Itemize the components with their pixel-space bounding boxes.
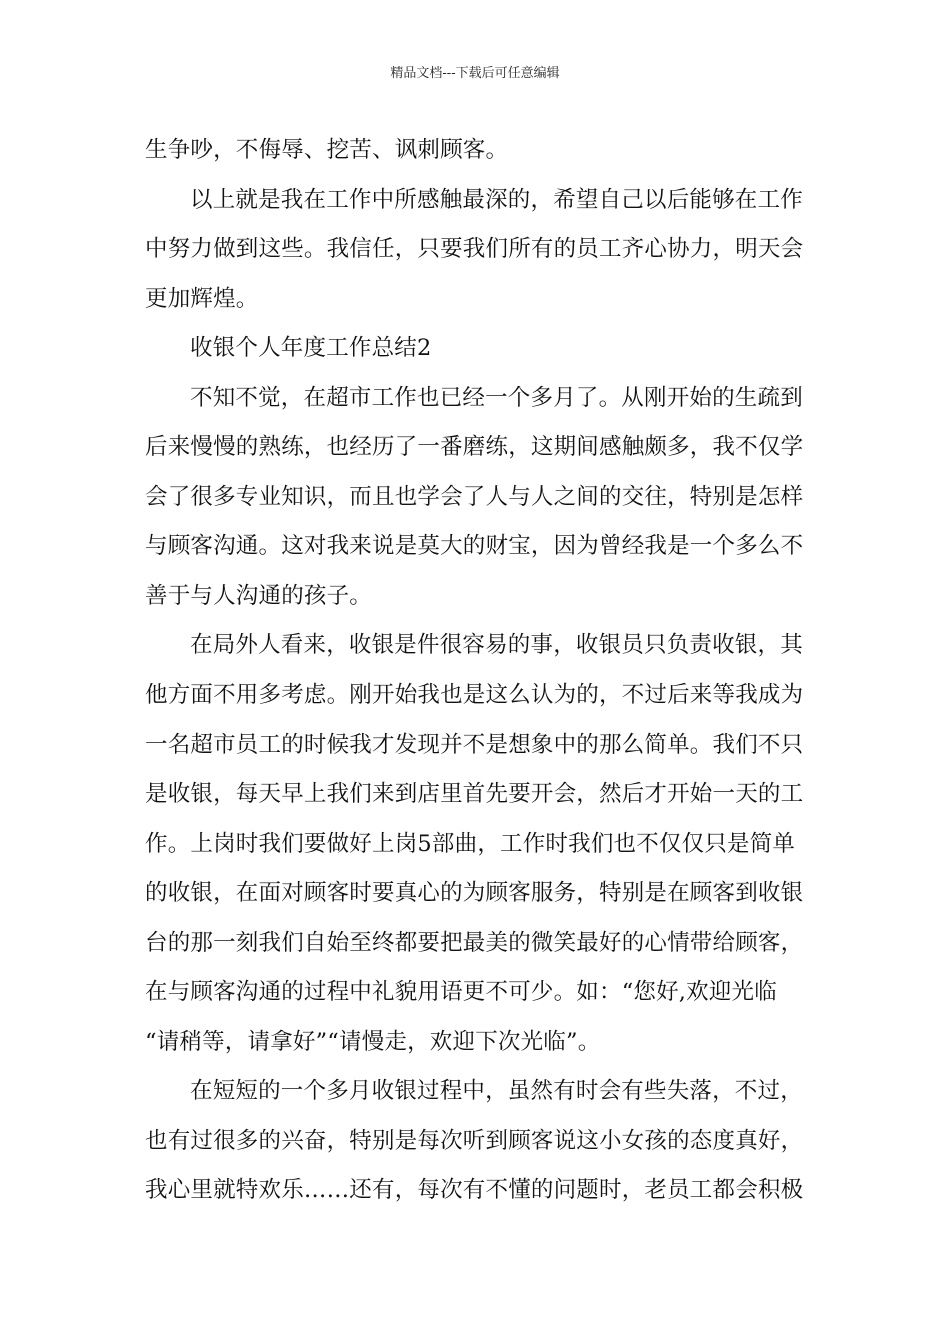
- page-header: 精品文档---下载后可任意编辑: [390, 66, 560, 81]
- text-line: 以上就是我在工作中所感触最深的，希望自己以后能够在工作: [190, 186, 803, 213]
- text-line: 生争吵，不侮辱、挖苦、讽刺顾客。: [145, 137, 509, 163]
- text-line: 在短短的一个多月收银过程中，虽然有时会有些失落，不过，: [190, 1078, 803, 1105]
- text-line: 台的那一刻我们自始至终都要把最美的微笑最好的心情带给顾客，: [145, 929, 804, 956]
- text-line: 更加辉煌。: [145, 285, 259, 312]
- text-line: 收银个人年度工作总结2: [190, 335, 432, 362]
- text-line: “请稍等，请拿好”“请慢走，欢迎下次光临”。: [145, 1028, 601, 1055]
- text-line: 在与顾客沟通的过程中礼貌用语更不可少。如：“您好,欢迎光临: [145, 979, 777, 1006]
- text-line: 也有过很多的兴奋，特别是每次听到顾客说这小女孩的态度真好，: [145, 1127, 804, 1154]
- text-line: 他方面不用多考虑。刚开始我也是这么认为的，不过后来等我成为: [145, 682, 804, 709]
- text-line: 在局外人看来，收银是件很容易的事，收银员只负责收银，其: [190, 632, 803, 659]
- text-line: 我心里就特欢乐……还有，每次有不懂的问题时，老员工都会积极: [145, 1177, 804, 1204]
- text-line: 后来慢慢的熟练，也经历了一番磨练，这期间感触颇多，我不仅学: [145, 434, 804, 461]
- text-line: 会了很多专业知识，而且也学会了人与人之间的交往，特别是怎样: [145, 483, 804, 510]
- text-line: 中努力做到这些。我信任，只要我们所有的员工齐心协力，明天会: [145, 236, 804, 263]
- text-line: 作。上岗时我们要做好上岗5部曲，工作时我们也不仅仅只是简单: [145, 830, 796, 857]
- document-body: [145, 126, 807, 1216]
- text-line: 不知不觉，在超市工作也已经一个多月了。从刚开始的生疏到: [190, 384, 803, 411]
- text-line: 的收银，在面对顾客时要真心的为顾客服务，特别是在顾客到收银: [145, 880, 804, 907]
- text-line: 一名超市员工的时候我才发现并不是想象中的那么简单。我们不只: [145, 731, 804, 758]
- text-line: 善于与人沟通的孩子。: [145, 582, 373, 609]
- text-line: 与顾客沟通。这对我来说是莫大的财宝，因为曾经我是一个多么不: [145, 533, 804, 560]
- text-line: 是收银，每天早上我们来到店里首先要开会，然后才开始一天的工: [145, 781, 804, 808]
